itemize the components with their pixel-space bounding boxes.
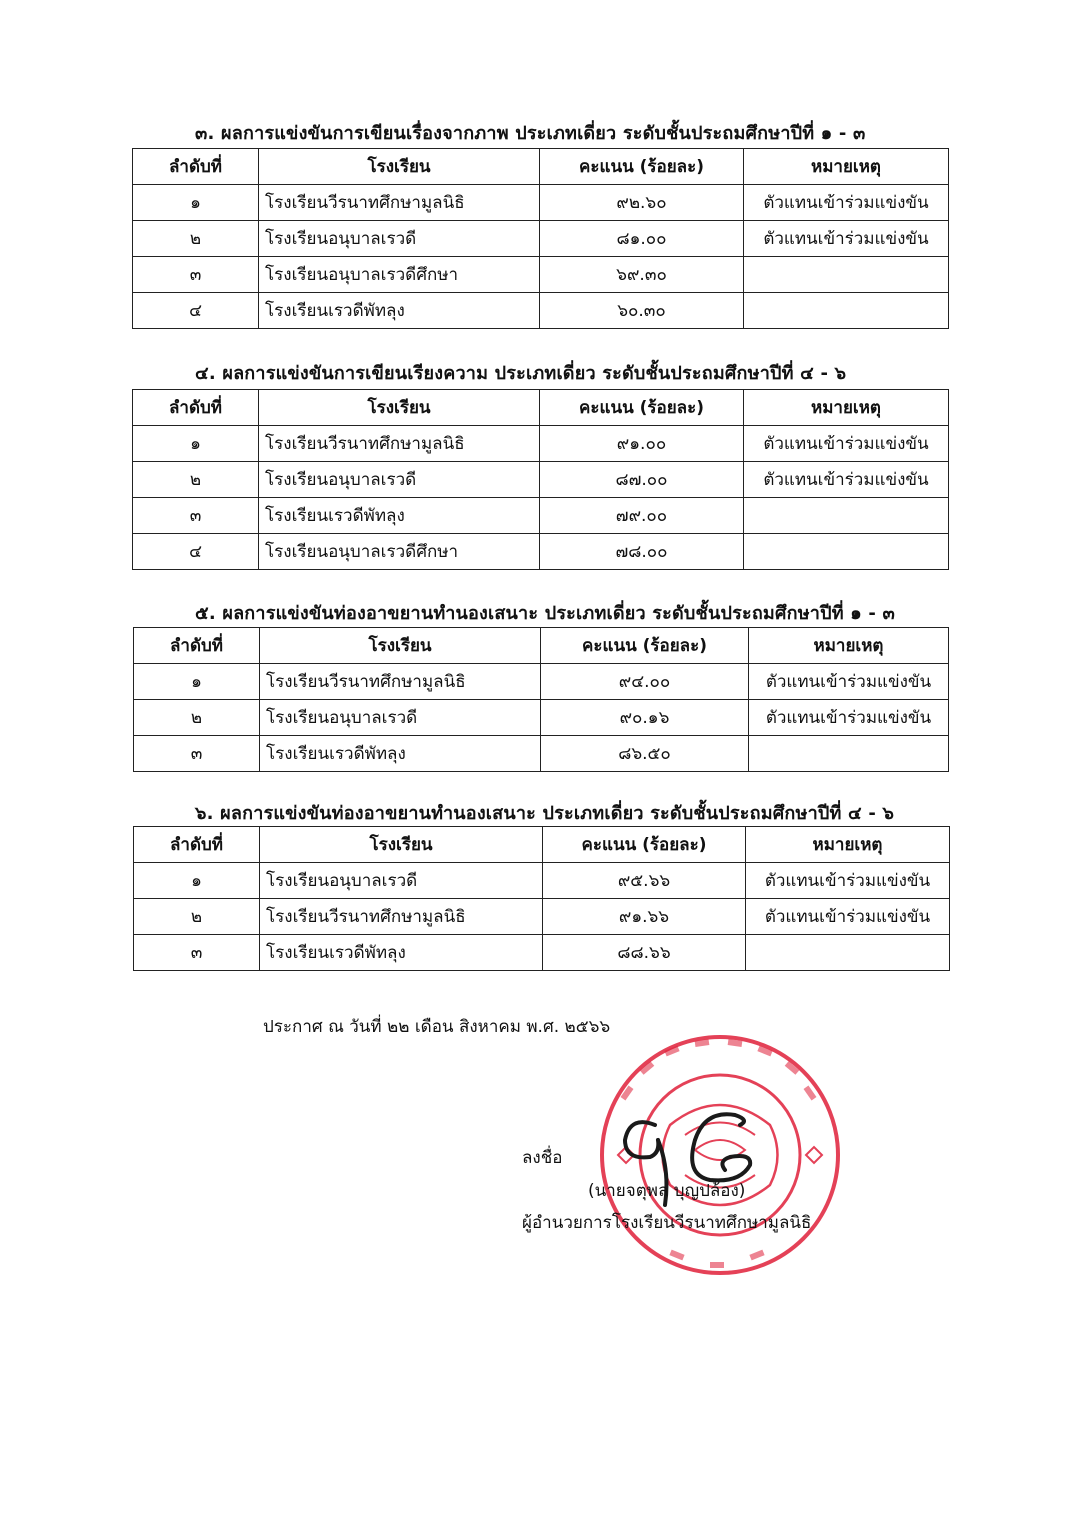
col-rank-header: ลำดับที่: [134, 628, 260, 664]
col-score-header: คะแนน (ร้อยละ): [540, 390, 744, 426]
score-cell: ๗๘.๐๐: [540, 534, 744, 570]
table-row: [134, 899, 950, 935]
score-cell: ๙๒.๖๐: [540, 185, 744, 221]
note-cell: ตัวแทนเข้าร่วมแข่งขัน: [744, 221, 949, 257]
score-cell: ๘๗.๐๐: [540, 462, 744, 498]
table-row: [134, 863, 950, 899]
score-cell: ๖๙.๓๐: [540, 257, 744, 293]
school-cell: โรงเรียนอนุบาลเรวดีศึกษา: [259, 534, 540, 570]
col-note-header: หมายเหตุ: [744, 149, 949, 185]
score-cell: ๖๐.๓๐: [540, 293, 744, 329]
col-school-header: โรงเรียน: [260, 628, 541, 664]
table-header-row: [133, 390, 949, 426]
col-school-header: โรงเรียน: [260, 827, 543, 863]
school-cell: โรงเรียนวีรนาทศึกษามูลนิธิ: [260, 899, 543, 935]
sign-label: ลงชื่อ: [522, 1148, 563, 1168]
school-cell: โรงเรียนเรวดีพัทลุง: [259, 498, 540, 534]
section-6-table: [133, 826, 950, 971]
table-row: [133, 462, 949, 498]
score-cell: ๙๑.๐๐: [540, 426, 744, 462]
rank-cell: ๑: [133, 185, 259, 221]
note-cell: ตัวแทนเข้าร่วมแข่งขัน: [744, 185, 949, 221]
score-cell: ๘๑.๐๐: [540, 221, 744, 257]
rank-cell: ๒: [134, 899, 260, 935]
col-score-header: คะแนน (ร้อยละ): [541, 628, 749, 664]
col-rank-header: ลำดับที่: [134, 827, 260, 863]
note-cell: [744, 293, 949, 329]
table-header-row: [133, 149, 949, 185]
table-row: [133, 426, 949, 462]
table-row: [133, 185, 949, 221]
note-cell: [744, 498, 949, 534]
school-cell: โรงเรียนอนุบาลเรวดี: [260, 863, 543, 899]
col-school-header: โรงเรียน: [259, 390, 540, 426]
table-row: [134, 700, 949, 736]
section-3-title: ๓. ผลการแข่งขันการเขียนเรื่องจากภาพ ประเภทเดี่ยว ระดับชั้นประถมศึกษาปีที่ ๑ - ๓: [195, 123, 866, 144]
school-cell: โรงเรียนวีรนาทศึกษามูลนิธิ: [259, 185, 540, 221]
rank-cell: ๓: [133, 257, 259, 293]
school-cell: โรงเรียนวีรนาทศึกษามูลนิธิ: [259, 426, 540, 462]
table-row: [133, 293, 949, 329]
note-cell: [744, 534, 949, 570]
section-4-table: [132, 389, 949, 570]
school-cell: โรงเรียนเรวดีพัทลุง: [260, 935, 543, 971]
rank-cell: ๑: [133, 426, 259, 462]
rank-cell: ๓: [134, 935, 260, 971]
rank-cell: ๒: [133, 462, 259, 498]
table-header-row: [134, 827, 950, 863]
section-5-title: ๕. ผลการแข่งขันท่องอาขยานทำนองเสนาะ ประเภทเดี่ยว ระดับชั้นประถมศึกษาปีที่ ๑ - ๓: [195, 603, 895, 624]
col-score-header: คะแนน (ร้อยละ): [540, 149, 744, 185]
col-score-header: คะแนน (ร้อยละ): [543, 827, 746, 863]
signer-name: (นายจตุพล บุญปล้อง): [588, 1181, 746, 1201]
section-5-table: [133, 627, 949, 772]
note-cell: [749, 736, 949, 772]
table-header-row: [134, 628, 949, 664]
section-4-title: ๔. ผลการแข่งขันการเขียนเรียงความ ประเภทเดี่ยว ระดับชั้นประถมศึกษาปีที่ ๔ - ๖: [195, 363, 847, 384]
score-cell: ๘๘.๖๖: [543, 935, 746, 971]
col-note-header: หมายเหตุ: [749, 628, 949, 664]
note-cell: ตัวแทนเข้าร่วมแข่งขัน: [744, 462, 949, 498]
table-row: [133, 221, 949, 257]
table-row: [134, 935, 950, 971]
rank-cell: ๔: [133, 293, 259, 329]
rank-cell: ๔: [133, 534, 259, 570]
rank-cell: ๓: [134, 736, 260, 772]
section-6-title: ๖. ผลการแข่งขันท่องอาขยานทำนองเสนาะ ประเภทเดี่ยว ระดับชั้นประถมศึกษาปีที่ ๔ - ๖: [195, 803, 895, 824]
school-cell: โรงเรียนวีรนาทศึกษามูลนิธิ: [260, 664, 541, 700]
school-cell: โรงเรียนอนุบาลเรวดี: [259, 462, 540, 498]
note-cell: ตัวแทนเข้าร่วมแข่งขัน: [744, 426, 949, 462]
signer-position: ผู้อำนวยการโรงเรียนวีรนาทศึกษามูลนิธิ: [522, 1213, 812, 1233]
school-cell: โรงเรียนอนุบาลเรวดีศึกษา: [259, 257, 540, 293]
col-school-header: โรงเรียน: [259, 149, 540, 185]
col-rank-header: ลำดับที่: [133, 149, 259, 185]
table-row: [133, 498, 949, 534]
note-cell: ตัวแทนเข้าร่วมแข่งขัน: [746, 899, 950, 935]
col-note-header: หมายเหตุ: [746, 827, 950, 863]
note-cell: ตัวแทนเข้าร่วมแข่งขัน: [746, 863, 950, 899]
score-cell: ๙๔.๐๐: [541, 664, 749, 700]
school-cell: โรงเรียนเรวดีพัทลุง: [259, 293, 540, 329]
table-row: [133, 257, 949, 293]
rank-cell: ๒: [133, 221, 259, 257]
note-cell: ตัวแทนเข้าร่วมแข่งขัน: [749, 700, 949, 736]
school-cell: โรงเรียนอนุบาลเรวดี: [259, 221, 540, 257]
col-rank-header: ลำดับที่: [133, 390, 259, 426]
rank-cell: ๒: [134, 700, 260, 736]
announcement-date: ประกาศ ณ วันที่ ๒๒ เดือน สิงหาคม พ.ศ. ๒๕๖๖: [263, 1017, 611, 1037]
section-3-table: [132, 148, 949, 329]
school-cell: โรงเรียนเรวดีพัทลุง: [260, 736, 541, 772]
score-cell: ๙๑.๖๖: [543, 899, 746, 935]
table-row: [134, 664, 949, 700]
note-cell: [746, 935, 950, 971]
table-row: [134, 736, 949, 772]
score-cell: ๙๕.๖๖: [543, 863, 746, 899]
col-note-header: หมายเหตุ: [744, 390, 949, 426]
note-cell: [744, 257, 949, 293]
score-cell: ๗๙.๐๐: [540, 498, 744, 534]
note-cell: ตัวแทนเข้าร่วมแข่งขัน: [749, 664, 949, 700]
rank-cell: ๑: [134, 664, 260, 700]
school-cell: โรงเรียนอนุบาลเรวดี: [260, 700, 541, 736]
rank-cell: ๑: [134, 863, 260, 899]
rank-cell: ๓: [133, 498, 259, 534]
table-row: [133, 534, 949, 570]
score-cell: ๘๖.๕๐: [541, 736, 749, 772]
score-cell: ๙๐.๑๖: [541, 700, 749, 736]
